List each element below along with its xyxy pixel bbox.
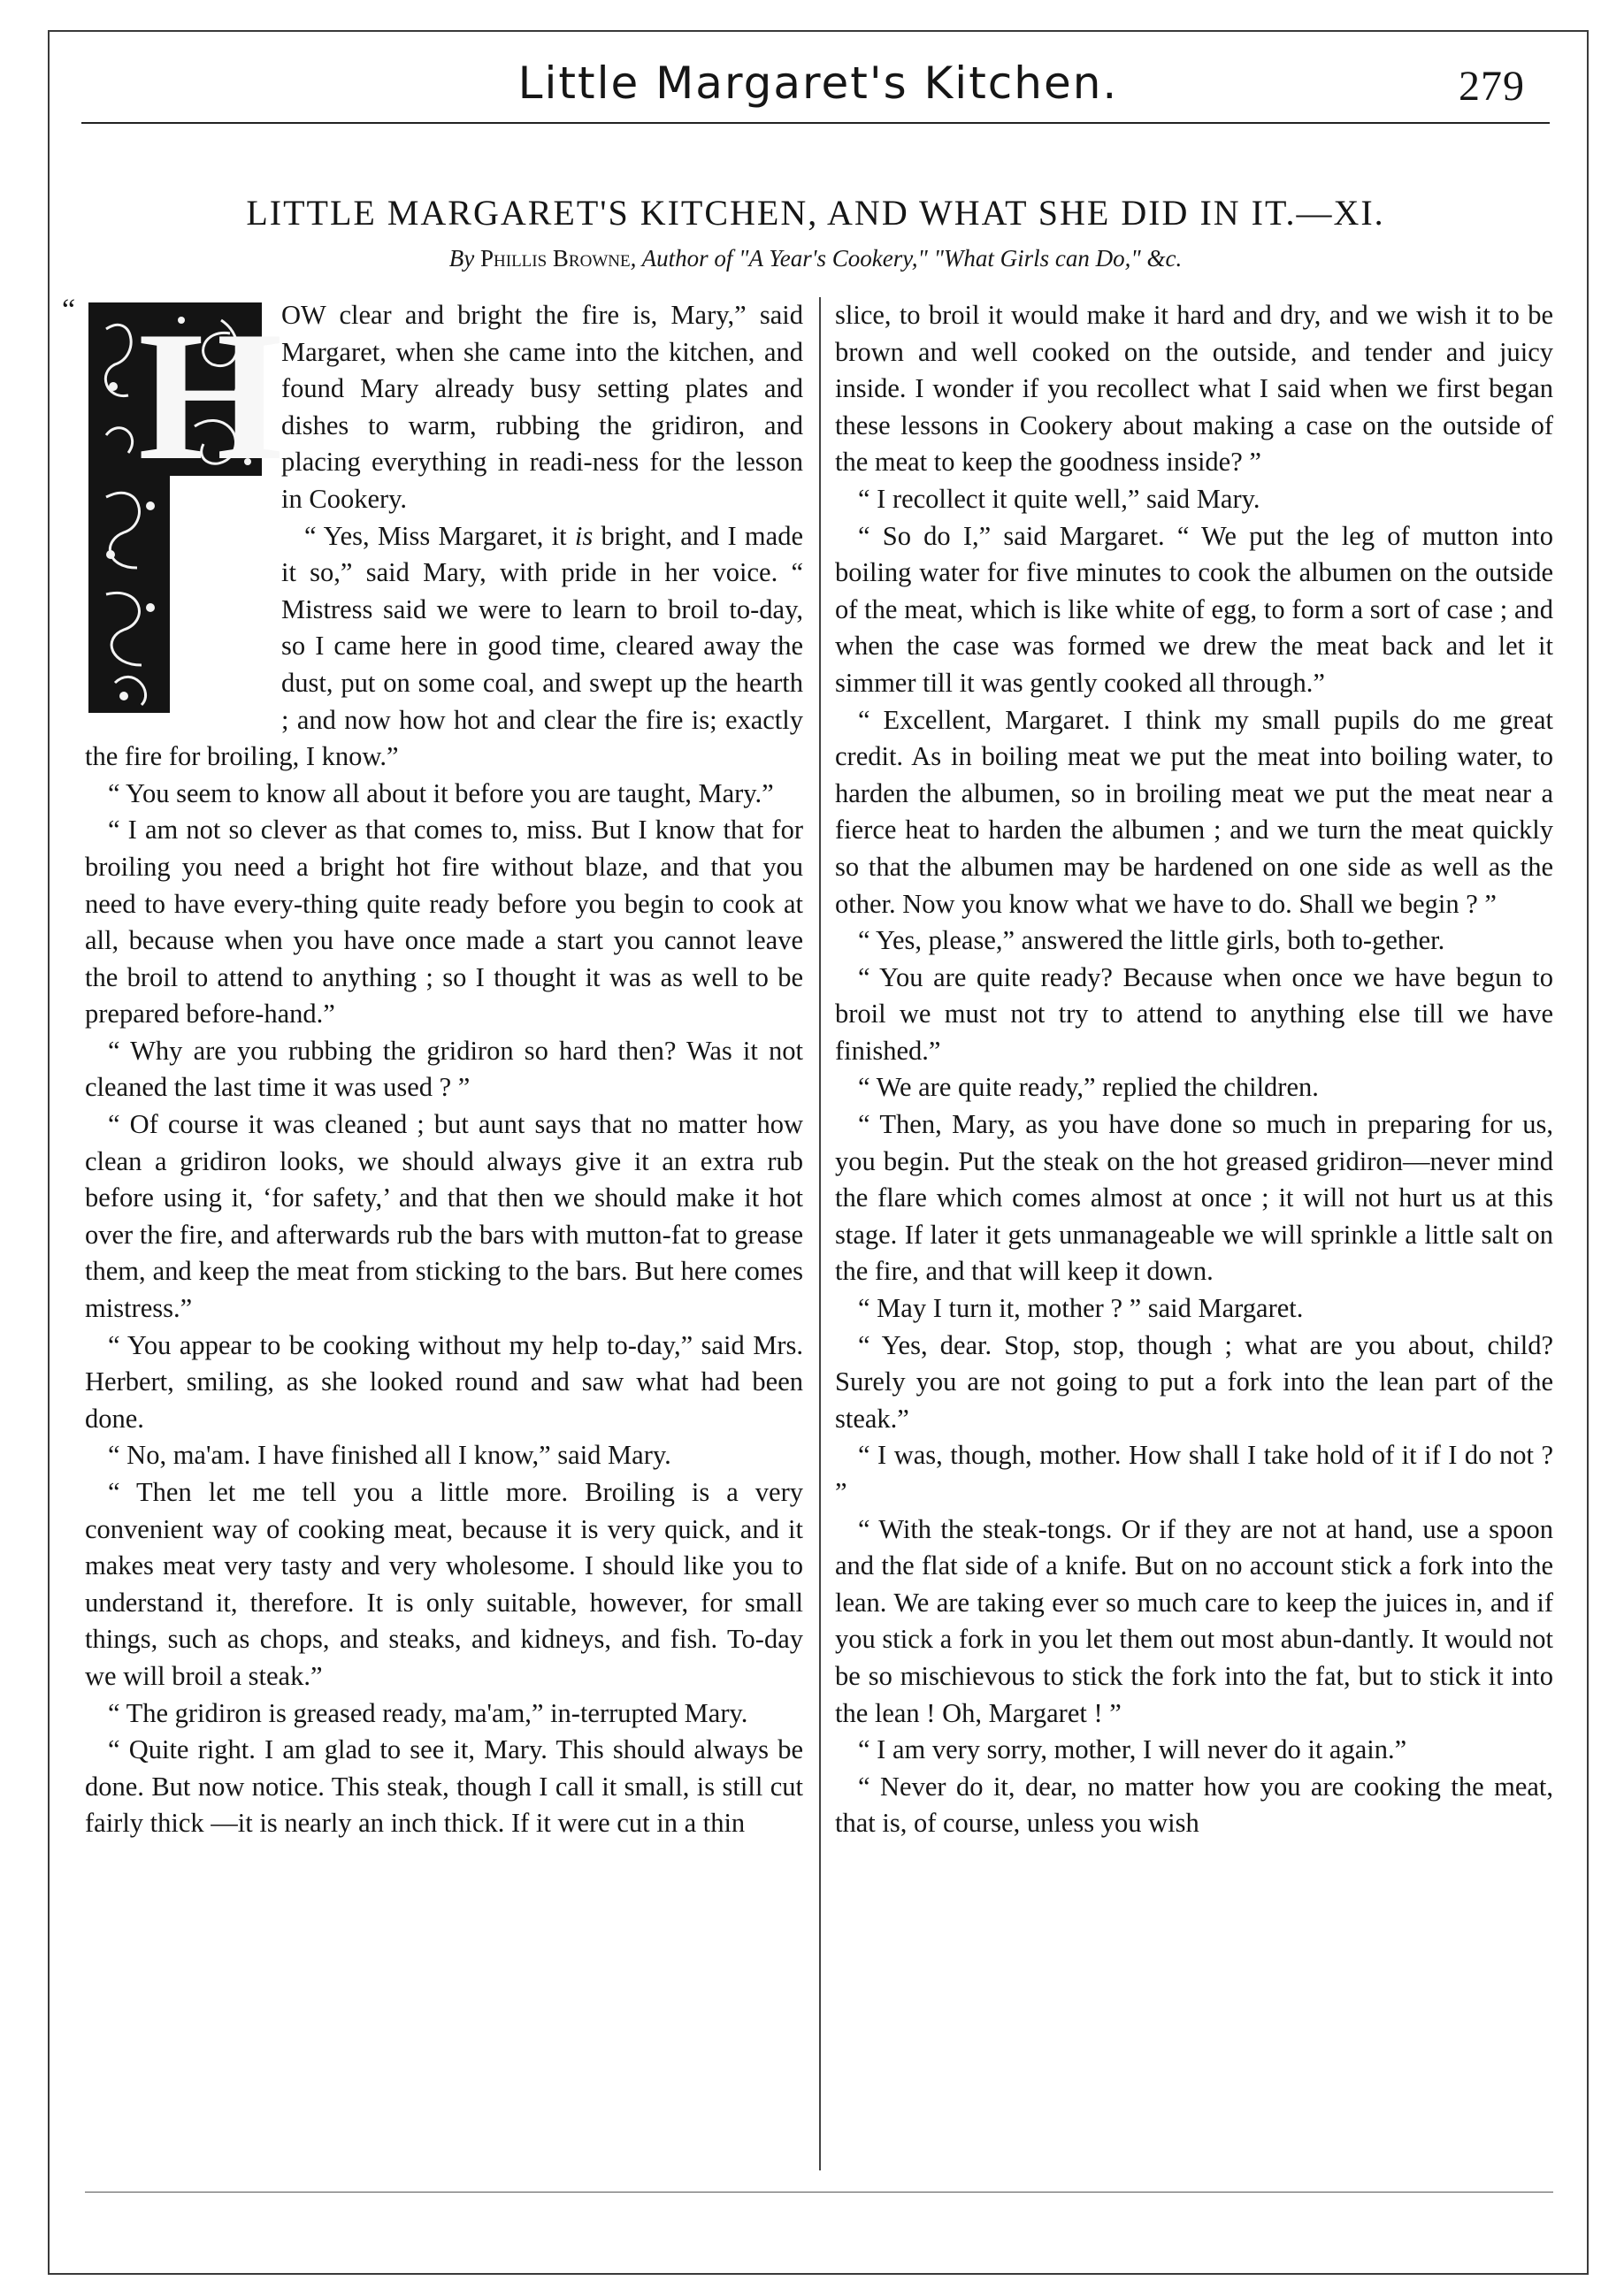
ornamental-letter-h-icon: [88, 294, 283, 713]
paragraph: “ Excellent, Margaret. I think my small pupils do me great credit. As in boiling meat we put the meat into boiling water, to harden the albumen, so in broiling meat we put the meat near a fierce heat to harden the albumen ; and we turn the meat quickly so that the albumen may be hardened on one side as well as the other. Now you know what we have to do. Shall we begin ? ”: [835, 704, 1553, 919]
paragraph: “ Yes, please,” answered the little girls, both to-gether.: [858, 925, 1445, 956]
text-run: “ Yes, Miss Margaret, it: [304, 520, 575, 551]
right-column: [835, 297, 1553, 2170]
paragraph: “ No, ma'am. I have finished all I know,” said Mary.: [108, 1440, 671, 1471]
paragraph: “ May I turn it, mother ? ” said Margaret.: [858, 1293, 1304, 1324]
paragraph: “ Never do it, dear, no matter how you are cooking the meat, that is, of course, unless you wish: [835, 1771, 1553, 1839]
header-rule: [81, 122, 1550, 124]
paragraph: “ We are quite ready,” replied the children.: [858, 1072, 1319, 1103]
paragraph: “ Why are you rubbing the gridiron so hard then? Was it not cleaned the last time it was used ? ”: [85, 1035, 803, 1103]
paragraph-opening: OW clear and bright the fire is, Mary,” said Margaret, when she came into the kitchen, and found Mary already busy setting plates and dishes to warm, rubbing the gridiron, and placing everything in readi-ness for the lesson in Cookery.: [281, 300, 803, 514]
paragraph: “ I am very sorry, mother, I will never do it again.”: [858, 1734, 1407, 1765]
paragraph: “ With the steak-tongs. Or if they are not at hand, use a spoon and the flat side of a knife. But on no account stick a fork into the lean. We are taking ever so much care to keep the juices in, and if you stick a fork in you let them out most abun-dantly. It would not be so mischievous to stick the fork into the fat, but to stick it into the lean ! Oh, Margaret ! ”: [835, 1513, 1553, 1728]
paragraph: “ Of course it was cleaned ; but aunt says that no matter how clean a gridiron looks, we should always give it an extra rub before using it, ‘for safety,’ and that then we should make it hot over the fire, and afterwards rub the bars with mutton-fat to grease them, and keep the meat from sticking to the bars. But here comes mistress.”: [85, 1109, 803, 1324]
paragraph: slice, to broil it would make it hard and dry, and we wish it to be brown and well cooked on the outside, and tender and juicy inside. I wonder if you recollect what I said when we first began these lessons in Cookery about making a case on the outside of the meat to keep the goodness inside? ”: [835, 300, 1553, 478]
ornamental-drop-cap: [62, 294, 283, 713]
paragraph: “ You seem to know all about it before you are taught, Mary.”: [108, 777, 774, 808]
drop-cap-letter: H: [138, 294, 283, 499]
byline-rest: , Author of "A Year's Cookery," "What Girls can Do," &c.: [630, 245, 1183, 272]
byline: [81, 244, 1550, 272]
page-number: 279: [1459, 63, 1525, 110]
paragraph: “ Then, Mary, as you have done so much in preparing for us, you begin. Put the steak on the hot greased gridiron—never mind the flare which comes almost at once ; it will not hurt us at this stage. If later it gets unmanageable we will sprinkle a little salt on the fire, and that will keep it down.: [835, 1109, 1553, 1287]
footer-rule: [85, 2192, 1553, 2193]
article-title: LITTLE MARGARET'S KITCHEN, AND WHAT SHE DID IN IT.—XI.: [246, 193, 1385, 233]
column-divider: [819, 297, 821, 2170]
byline-by: By: [448, 245, 475, 272]
paragraph: “ I recollect it quite well,” said Mary.: [858, 483, 1260, 514]
emphasis: is: [574, 520, 594, 551]
paragraph: “ You appear to be cooking without my help to-day,” said Mrs. Herbert, smiling, as she looked round and saw what had been done.: [85, 1329, 803, 1434]
running-title: Little Margaret's Kitchen.: [517, 57, 1119, 109]
text-run: bright, and I made it so,” said Mary, with pride in her voice. “ Mistress said we were to learn to broil to-day, so I came here in good time, cleared away the dust, put on some coal, and swept up the hearth ; and now how hot and clear the fire is; exactly the fire for broiling, I know.”: [85, 520, 803, 772]
byline-author: Phillis Browne: [480, 245, 631, 272]
paragraph: “ Quite right. I am glad to see it, Mary. This should always be done. But now notice. This steak, though I call it small, is still cut fairly thick —it is nearly an inch thick. If it were cut in a thin: [85, 1734, 803, 1839]
drop-cap-open-quote: “: [62, 294, 76, 326]
paragraph: “ Then let me tell you a little more. Broiling is a very convenient way of cooking meat, because it is very quick, and it makes meat very tasty and very wholesome. I should like you to understand it, therefore. It is only suitable, however, for small things, such as chops, and steaks, and kidneys, and fish. To-day we will broil a steak.”: [85, 1477, 803, 1691]
paragraph: “ I was, though, mother. How shall I take hold of it if I do not ? ”: [835, 1440, 1553, 1507]
paragraph: “ You are quite ready? Because when once we have begun to broil we must not try to attend to anything else till we have finished.”: [835, 961, 1553, 1066]
paragraph: “ I am not so clever as that comes to, miss. But I know that for broiling you need a bright hot fire without blaze, and that you need to have every-thing quite ready before you begin to cook at all, because when you have once made a start you cannot leave the broil to attend to anything ; so I thought it was as well to be prepared before-hand.”: [85, 815, 803, 1029]
paragraph: “ Yes, dear. Stop, stop, though ; what are you about, child? Surely you are not going to put a fork into the lean part of the steak.”: [835, 1329, 1553, 1434]
running-header: [48, 55, 1589, 126]
paragraph: “ The gridiron is greased ready, ma'am,” in-terrupted Mary.: [108, 1697, 748, 1728]
left-column: [62, 294, 803, 2170]
paragraph: “ So do I,” said Margaret. “ We put the leg of mutton into boiling water for five minutes to cook the albumen on the outside of the meat, which is like white of egg, to form a sort of case ; and when the case was formed we drew the meat back and let it simmer till it was gently cooked all through.”: [835, 520, 1553, 698]
